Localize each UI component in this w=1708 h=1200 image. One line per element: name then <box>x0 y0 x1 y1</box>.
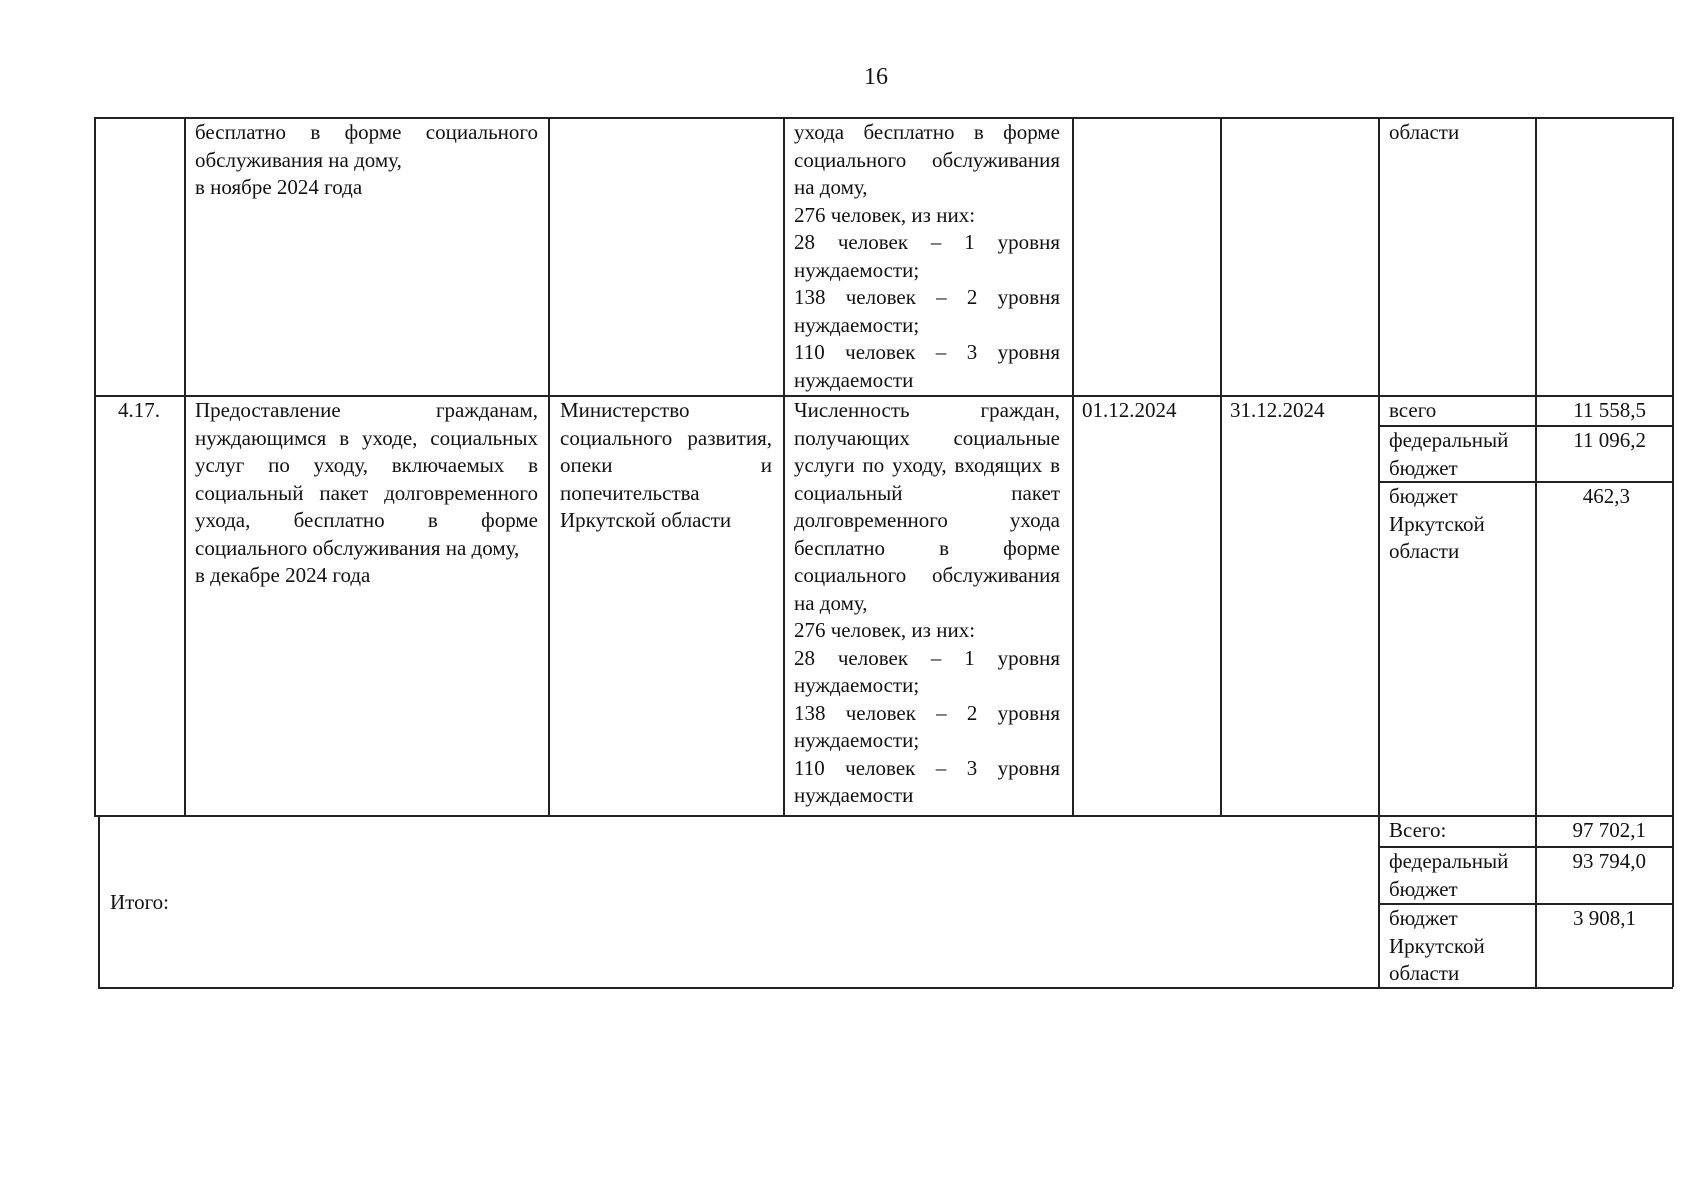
total-funding-source: федеральный бюджет <box>1389 849 1509 901</box>
row-executor: Министерство социального развития, опеки и попечительства Иркутской области <box>560 398 772 532</box>
row-indicator: Численность граждан, получающих социальные услуги по уходу, входящих в социальный пакет долговременного ухода бесплатно в форме социального обслуживания на дому, 276 человек, из них: 28 человек – 1 уровня нуждаемости; 138 человек – 2 уровня нуждаемости; 110 человек – 3 уровня нуждаемости <box>794 398 1060 807</box>
total-funding-amount: 93 794,0 <box>1572 849 1646 873</box>
column-divider <box>1535 117 1537 987</box>
funding-amount: 462,3 <box>1582 484 1630 508</box>
funding-amount: 11 558,5 <box>1573 398 1646 422</box>
total-label: Итого: <box>110 890 169 914</box>
column-divider <box>1220 117 1222 815</box>
funding-source: федеральный бюджет <box>1389 428 1509 480</box>
funding-source: бюджет Иркутской области <box>1389 484 1485 563</box>
funding-amount: 11 096,2 <box>1573 428 1646 452</box>
page-number: 16 <box>864 64 888 90</box>
continuation-description: бесплатно в форме социального обслуживания на дому, в ноябре 2024 года <box>195 120 538 199</box>
column-divider <box>1378 117 1380 987</box>
column-divider <box>184 117 186 815</box>
row-description: Предоставление гражданам, нуждающимся в уходе, социальных услуг по уходу, включаемых в социальный пакет долговременного ухода, бесплатно в форме социального обслуживания на дому, в декабре 2024 года <box>195 398 538 587</box>
row-start-date: 01.12.2024 <box>1082 398 1177 422</box>
continuation-source: области <box>1389 120 1460 144</box>
table-left-border <box>94 117 96 815</box>
column-divider <box>783 117 785 815</box>
funding-source: всего <box>1389 398 1437 422</box>
total-funding-source: Всего: <box>1389 818 1447 842</box>
total-funding-source: бюджет Иркутской области <box>1389 906 1485 985</box>
column-divider <box>1072 117 1074 815</box>
total-funding-amount: 97 702,1 <box>1572 818 1646 842</box>
continuation-indicator: ухода бесплатно в форме социального обслуживания на дому, 276 человек, из них: 28 человек – 1 уровня нуждаемости; 138 человек – 2 уровня нуждаемости; 110 человек – 3 уровня нуждаемости <box>794 120 1060 392</box>
column-divider <box>548 117 550 815</box>
row-number: 4.17. <box>118 398 160 422</box>
total-funding-amount: 3 908,1 <box>1573 906 1636 930</box>
table-left-border <box>98 815 100 988</box>
row-end-date: 31.12.2024 <box>1230 398 1325 422</box>
table-right-border <box>1672 117 1674 987</box>
